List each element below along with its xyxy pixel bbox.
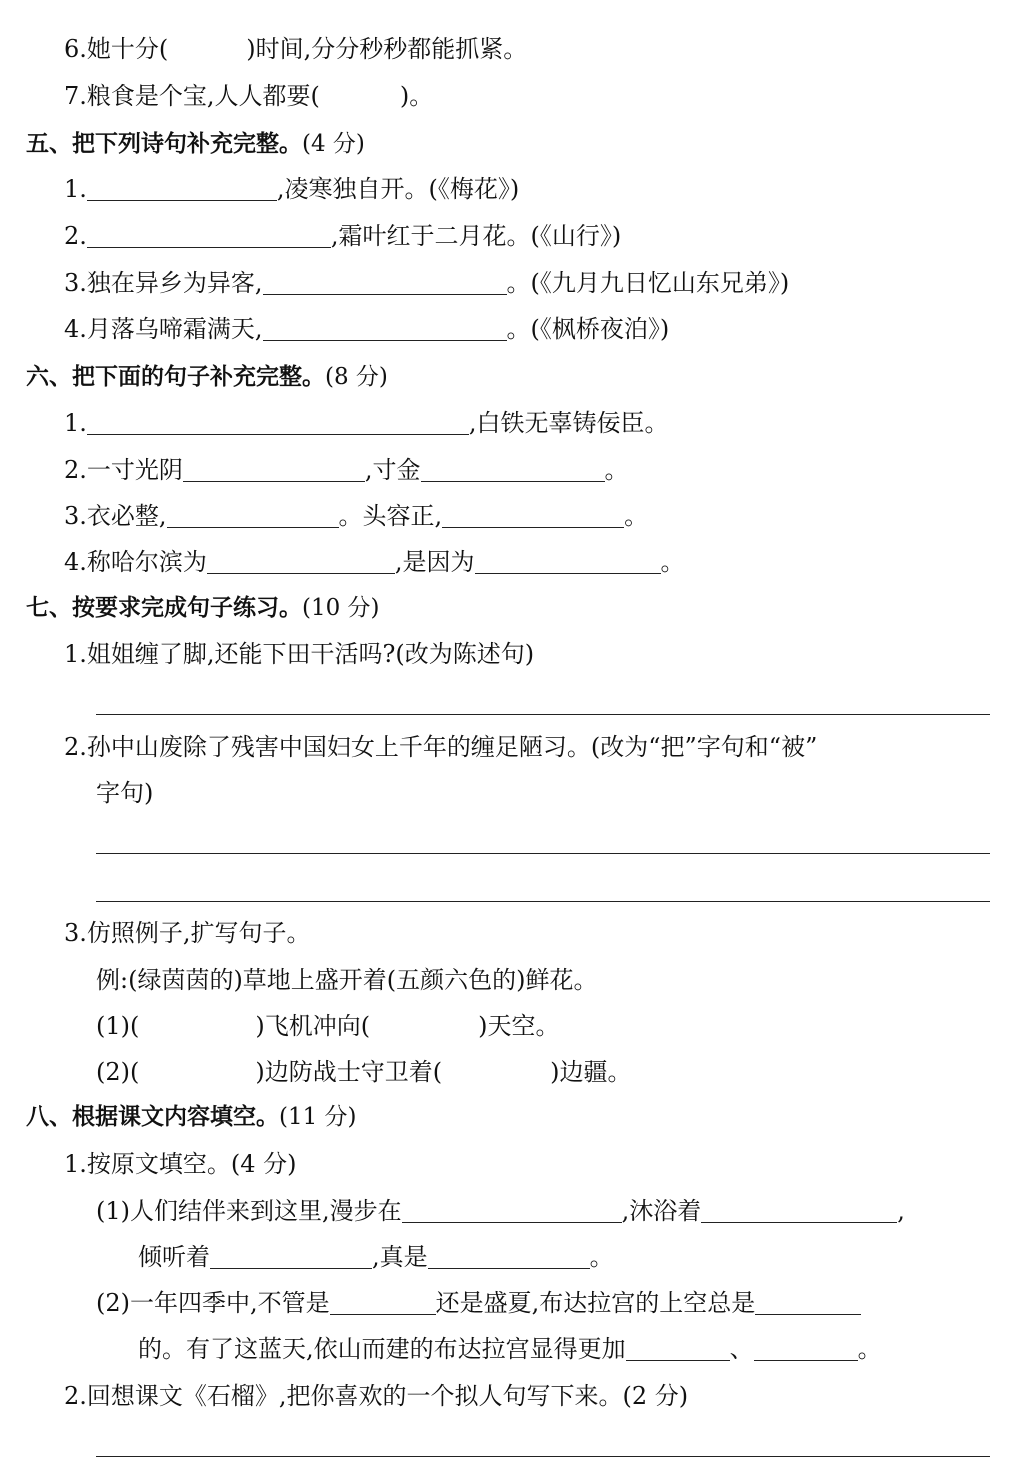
sec8-para-2-line1 [96, 1288, 861, 1318]
fill-blank[interactable] [263, 316, 507, 341]
sec6-item-3 [64, 501, 648, 531]
answer-line[interactable] [96, 1456, 990, 1457]
item-text: 。(《九月九日忆山东兄弟》) [506, 269, 790, 297]
item-text: (1)( [96, 1012, 140, 1040]
item-text: 6.她十分( [64, 35, 169, 63]
section-points: (4 分) [302, 131, 365, 157]
q4-item-7 [64, 81, 433, 111]
item-text: ,沐浴着 [621, 1197, 702, 1225]
fill-blank[interactable] [626, 1336, 730, 1361]
sec7-item-3: 3.仿照例子,扩写句子。 [64, 919, 311, 947]
sec7-item-2-line1: 2.孙中山废除了残害中国妇女上千年的缠足陋习。(改为“把”字句和“被” [64, 733, 818, 761]
item-text: 3.独在异乡为异客, [64, 269, 263, 297]
fill-blank[interactable] [754, 1336, 858, 1361]
item-text: ,真是 [372, 1243, 428, 1271]
item-text: 的。有了这蓝天,依山而建的布达拉宫显得更加 [138, 1335, 626, 1363]
sec6-item-2 [64, 455, 629, 485]
sec5-item-1 [64, 174, 519, 204]
sec5-item-3 [64, 268, 789, 298]
item-text: ,凌寒独自开。(《梅花》) [276, 175, 520, 203]
sec8-item-2: 2.回想课文《石榴》,把你喜欢的一个拟人句写下来。(2 分) [64, 1382, 689, 1410]
answer-line[interactable] [96, 901, 990, 902]
item-text: 还是盛夏,布达拉宫的上空总是 [435, 1289, 756, 1317]
sec7-sub-2 [96, 1057, 631, 1087]
fill-blank[interactable] [87, 176, 277, 201]
item-text: 、 [729, 1335, 754, 1363]
section-8-heading [26, 1102, 357, 1132]
section-title: 七、按要求完成句子练习。 [26, 595, 302, 621]
fill-blank[interactable] [167, 503, 339, 528]
fill-blank[interactable] [755, 1290, 861, 1315]
item-text: 。头容正, [338, 502, 443, 530]
sec7-item-1: 1.姐姐缠了脚,还能下田干活吗?(改为陈述句) [64, 640, 535, 668]
sec7-sub-1 [96, 1011, 559, 1041]
section-6-heading [26, 362, 388, 392]
item-text: 。(《枫桥夜泊》) [506, 315, 670, 343]
item-text: 倾听着 [138, 1243, 210, 1271]
item-text: 7.粮食是个宝,人人都要( [64, 82, 320, 110]
fill-blank[interactable] [207, 549, 395, 574]
sec8-item-1: 1.按原文填空。(4 分) [64, 1150, 297, 1178]
sec7-example: 例:(绿茵茵的)草地上盛开着(五颜六色的)鲜花。 [96, 966, 598, 994]
sec8-para-1-line1 [96, 1196, 905, 1226]
item-text: ,霜叶红于二月花。(《山行》) [330, 222, 622, 250]
item-text: )飞机冲向( [255, 1012, 371, 1040]
section-title: 六、把下面的句子补充完整。 [26, 364, 325, 390]
fill-blank[interactable] [210, 1244, 372, 1269]
item-text: 3.衣必整, [64, 502, 167, 530]
answer-line[interactable] [96, 853, 990, 854]
fill-blank[interactable] [87, 223, 331, 248]
fill-blank[interactable] [330, 1290, 436, 1315]
item-text: )。 [399, 82, 434, 110]
item-text: 。 [589, 1243, 614, 1271]
fill-blank[interactable] [87, 410, 469, 435]
item-text: ,白铁无辜铸佞臣。 [468, 409, 669, 437]
item-text: ,是因为 [394, 548, 475, 576]
item-text: 。 [624, 502, 649, 530]
item-text: ,寸金 [364, 456, 421, 484]
item-text: (2)一年四季中,不管是 [96, 1289, 330, 1317]
section-5-heading [26, 129, 365, 159]
fill-blank[interactable] [183, 457, 365, 482]
item-text: )天空。 [478, 1012, 560, 1040]
sec8-para-1-line2 [138, 1242, 614, 1272]
section-points: (11 分) [279, 1104, 357, 1130]
fill-blank[interactable] [402, 1198, 622, 1223]
item-text: )时间,分分秒秒都能抓紧。 [246, 35, 528, 63]
section-points: (10 分) [302, 595, 380, 621]
item-text: 4.称哈尔滨为 [64, 548, 207, 576]
fill-blank[interactable] [421, 457, 605, 482]
section-7-heading [26, 593, 380, 623]
item-text: )边防战士守卫着( [255, 1058, 443, 1086]
fill-blank[interactable] [442, 503, 624, 528]
item-text: 。 [604, 456, 629, 484]
item-text: )边疆。 [550, 1058, 632, 1086]
sec6-item-1 [64, 408, 669, 438]
item-number: 1. [64, 409, 87, 437]
item-text: 。 [857, 1335, 882, 1363]
fill-blank[interactable] [428, 1244, 590, 1269]
sec5-item-4 [64, 314, 669, 344]
fill-blank[interactable] [701, 1198, 897, 1223]
item-text: 2.一寸光阴 [64, 456, 183, 484]
item-number: 2. [64, 222, 87, 250]
fill-blank[interactable] [263, 270, 507, 295]
item-text: 4.月落乌啼霜满天, [64, 315, 263, 343]
fill-blank[interactable] [475, 549, 661, 574]
sec8-para-2-line2 [138, 1334, 882, 1364]
item-text: 。 [660, 548, 685, 576]
section-points: (8 分) [325, 364, 388, 390]
item-number: 1. [64, 175, 87, 203]
item-text: (2)( [96, 1058, 140, 1086]
sec7-item-2-line2: 字句) [96, 779, 154, 807]
item-text: (1)人们结伴来到这里,漫步在 [96, 1197, 402, 1225]
section-title: 八、根据课文内容填空。 [26, 1104, 279, 1130]
q4-item-6 [64, 34, 527, 64]
item-text: , [897, 1197, 905, 1225]
sec5-item-2 [64, 221, 621, 251]
section-title: 五、把下列诗句补充完整。 [26, 131, 302, 157]
sec6-item-4 [64, 547, 685, 577]
answer-line[interactable] [96, 714, 990, 715]
